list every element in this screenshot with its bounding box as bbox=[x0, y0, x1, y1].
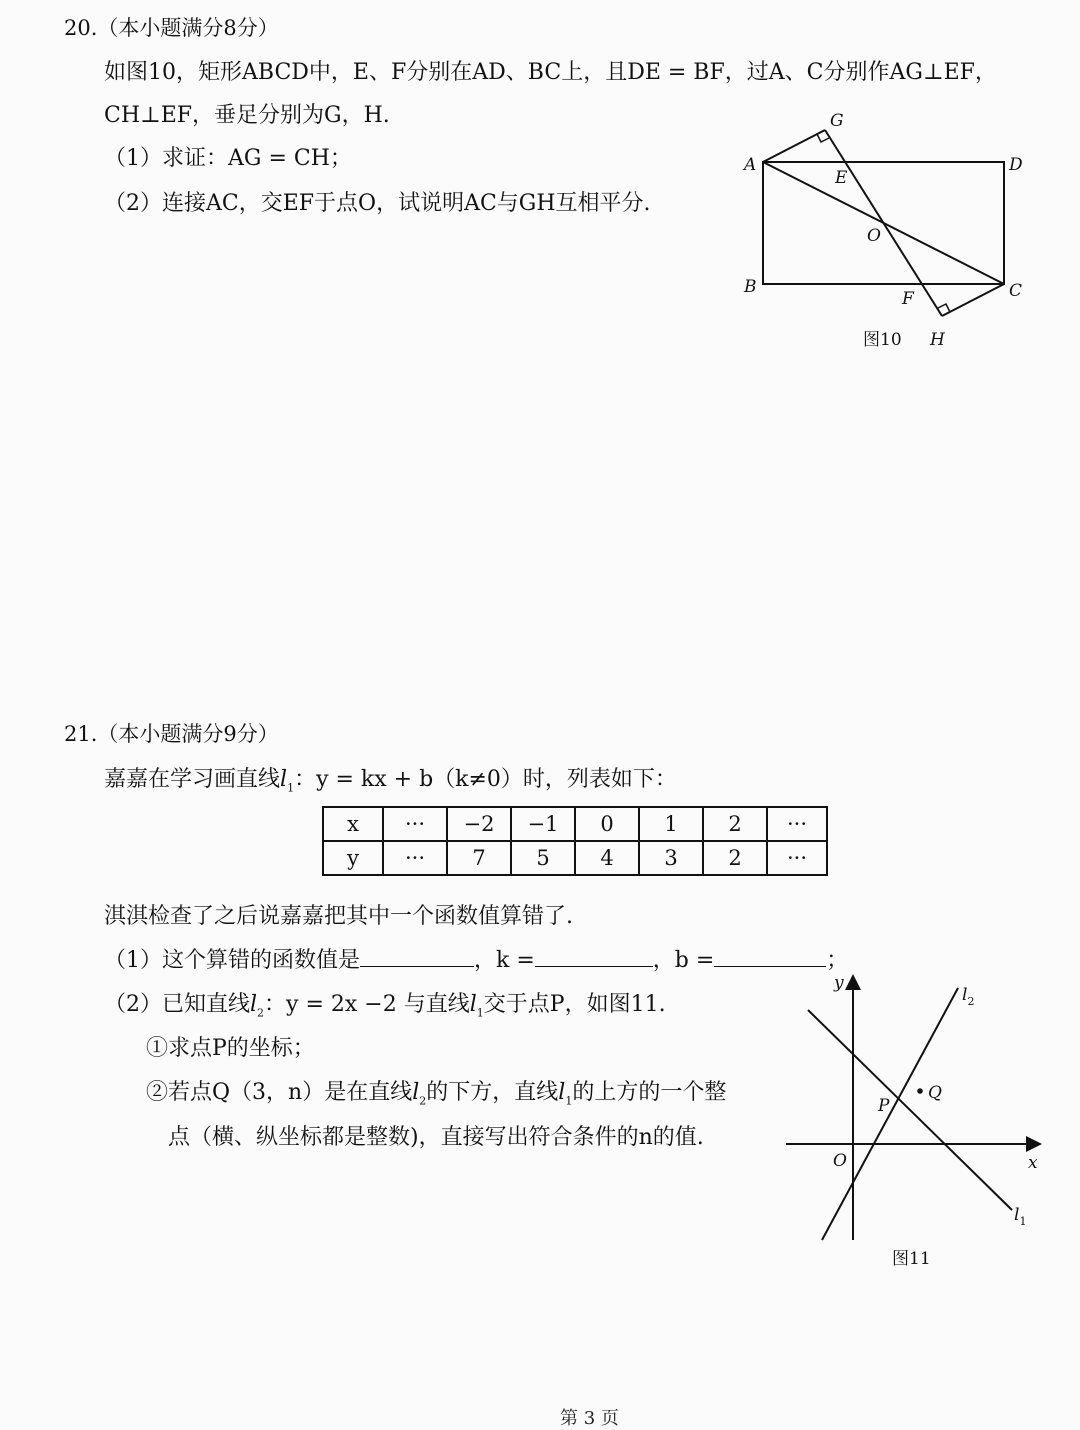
label-b: B bbox=[744, 277, 757, 297]
q20-heading: （本小题满分8分） bbox=[97, 16, 279, 40]
label-x: x bbox=[1028, 1153, 1038, 1173]
q20-title bbox=[64, 12, 279, 42]
answer-blank-b[interactable] bbox=[714, 946, 826, 967]
part1-text-a: （1）这个算错的函数值是 bbox=[104, 948, 360, 973]
item2-text-a: ②若点Q（3，n）是在直线 bbox=[146, 1080, 413, 1105]
table-cell: 4 bbox=[575, 841, 639, 875]
table-cell: ··· bbox=[767, 807, 827, 841]
l2-subscript: 2 bbox=[257, 1006, 265, 1020]
l1-subscript: 1 bbox=[1019, 1215, 1027, 1228]
q20-part1: （1）求证：AG = CH； bbox=[104, 146, 352, 171]
part1-text-d: ； bbox=[826, 948, 849, 973]
l2-symbol: l bbox=[250, 992, 258, 1017]
label-d: D bbox=[1009, 155, 1023, 175]
label-l2 bbox=[962, 985, 974, 1008]
answer-blank-k[interactable] bbox=[535, 946, 653, 967]
label-y: y bbox=[834, 973, 844, 993]
label-c: C bbox=[1009, 281, 1023, 301]
q21-item1: ①求点P的坐标； bbox=[146, 1036, 315, 1061]
q20-number: 20. bbox=[64, 16, 98, 40]
l1-symbol: l bbox=[469, 992, 477, 1017]
q21-item2-line2: 点（横、纵坐标都是整数)，直接写出符合条件的n的值. bbox=[168, 1125, 704, 1150]
line-l1 bbox=[808, 1010, 1012, 1210]
label-a: A bbox=[744, 155, 757, 175]
table-cell: 7 bbox=[447, 841, 511, 875]
table-cell: 3 bbox=[639, 841, 703, 875]
q20-line2: CH⊥EF，垂足分别为G，H. bbox=[104, 103, 390, 128]
item2-text-c: 的上方的一个整 bbox=[572, 1080, 727, 1105]
l1-subscript: 1 bbox=[565, 1094, 573, 1108]
q21-title bbox=[64, 718, 279, 748]
figure-11-caption: 图11 bbox=[892, 1249, 931, 1268]
table-cell: ··· bbox=[383, 807, 447, 841]
table-cell: x bbox=[323, 807, 383, 841]
table-cell: ··· bbox=[383, 841, 447, 875]
table-cell: 1 bbox=[639, 807, 703, 841]
l2-subscript: 2 bbox=[967, 995, 975, 1008]
q21-part2 bbox=[104, 987, 666, 1019]
point-q-dot bbox=[917, 1088, 923, 1094]
part2-text-a: （2）已知直线 bbox=[104, 992, 250, 1017]
table-cell: 0 bbox=[575, 807, 639, 841]
part1-text-c: ，b = bbox=[652, 948, 715, 973]
label-p: P bbox=[878, 1096, 890, 1116]
q21-check-text: 淇淇检查了之后说嘉嘉把其中一个函数值算错了. bbox=[104, 904, 573, 929]
l1-symbol: l bbox=[280, 767, 288, 792]
q20-part2: （2）连接AC，交EF于点O，试说明AC与GH互相平分. bbox=[104, 191, 651, 216]
table-cell: −2 bbox=[447, 807, 511, 841]
part1-text-b: ，k = bbox=[474, 948, 535, 973]
q21-intro-pre: 嘉嘉在学习画直线 bbox=[104, 767, 281, 792]
l2-symbol: l bbox=[412, 1080, 420, 1105]
table-row-x bbox=[323, 807, 827, 841]
label-e: E bbox=[835, 168, 848, 188]
label-q: Q bbox=[928, 1083, 942, 1103]
value-table bbox=[322, 806, 828, 876]
table-cell: 2 bbox=[703, 841, 767, 875]
label-f: F bbox=[902, 289, 914, 309]
l2-subscript: 2 bbox=[419, 1094, 427, 1108]
q21-heading: （本小题满分9分） bbox=[97, 722, 279, 746]
label-g: G bbox=[830, 111, 844, 131]
part2-text-c: 交于点P，如图11. bbox=[483, 992, 666, 1017]
l2-symbol: l bbox=[962, 985, 968, 1005]
figure-10 bbox=[730, 100, 1050, 360]
l1-subscript: 1 bbox=[287, 781, 295, 795]
table-row-y bbox=[323, 841, 827, 875]
label-origin: O bbox=[833, 1151, 847, 1171]
label-o: O bbox=[867, 226, 881, 246]
table-cell: 2 bbox=[703, 807, 767, 841]
answer-blank-wrong-value[interactable] bbox=[360, 946, 474, 967]
figure-11 bbox=[780, 968, 1050, 1268]
q21-part1 bbox=[104, 943, 848, 974]
q20-line1: 如图10，矩形ABCD中，E、F分别在AD、BC上，且DE = BF，过A、C分别作AG⊥EF， bbox=[104, 60, 997, 85]
table-cell: 5 bbox=[511, 841, 575, 875]
q21-item2 bbox=[146, 1075, 726, 1107]
l1-subscript: 1 bbox=[476, 1006, 484, 1020]
q21-intro bbox=[104, 762, 677, 794]
l1-symbol: l bbox=[558, 1080, 566, 1105]
table-cell: ··· bbox=[767, 841, 827, 875]
table-cell: −1 bbox=[511, 807, 575, 841]
line-l2 bbox=[822, 988, 958, 1240]
page-number: 第 3 页 bbox=[560, 1408, 619, 1429]
label-l1 bbox=[1014, 1205, 1026, 1228]
figure-10-caption: 图10 bbox=[863, 330, 902, 350]
part2-text-b: ：y = 2x −2 与直线 bbox=[264, 992, 470, 1017]
table-cell: y bbox=[323, 841, 383, 875]
q21-intro-post: ：y = kx + b（k≠0）时，列表如下： bbox=[294, 767, 677, 792]
line-gh bbox=[825, 130, 942, 316]
segment-ag bbox=[763, 130, 825, 162]
q21-number: 21. bbox=[64, 722, 98, 746]
label-h: H bbox=[930, 330, 945, 350]
l1-symbol: l bbox=[1014, 1205, 1020, 1225]
item2-text-b: 的下方，直线 bbox=[426, 1080, 559, 1105]
segment-ch bbox=[942, 284, 1004, 316]
